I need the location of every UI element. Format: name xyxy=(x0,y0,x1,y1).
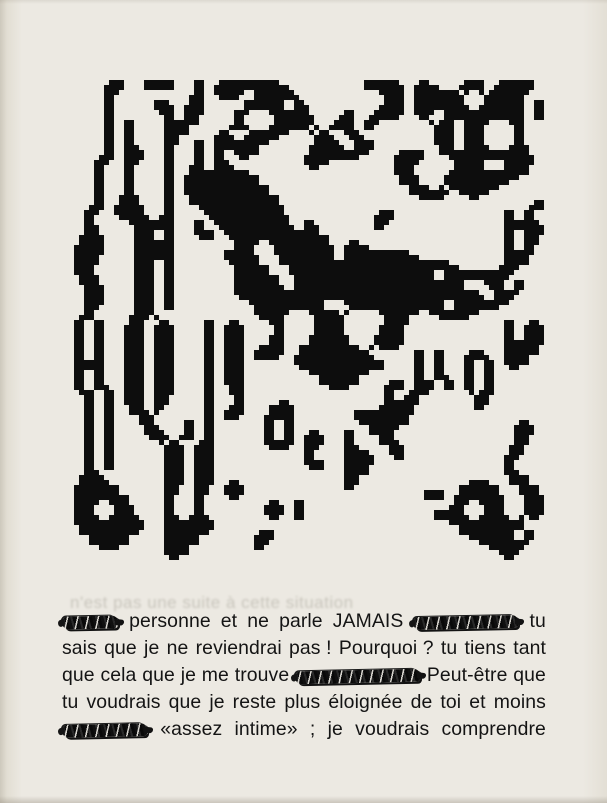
word: plus xyxy=(284,691,321,713)
paragraph-line-1 xyxy=(62,608,546,635)
word: «assez xyxy=(160,718,223,740)
scribble-redaction-mark xyxy=(295,669,421,685)
paragraph-line-2 xyxy=(62,635,546,662)
word: voudrais xyxy=(355,718,430,740)
word: cela xyxy=(100,664,137,686)
paragraph-line-3 xyxy=(62,662,546,689)
word: ; xyxy=(309,718,316,740)
word: trouve xyxy=(234,664,290,686)
word: reviendrai xyxy=(195,637,282,659)
word: parle xyxy=(279,610,323,632)
word: tant xyxy=(513,637,546,659)
scribble-redaction-mark xyxy=(413,615,519,630)
word: ne xyxy=(166,637,189,659)
paragraph-line-5 xyxy=(62,716,546,743)
word: tu xyxy=(62,691,79,713)
show-through-ghost-text: n'est pas une suite à cette situation xyxy=(70,593,354,612)
word: et xyxy=(469,691,486,713)
word: me xyxy=(201,664,229,686)
word: que xyxy=(168,691,202,713)
scribble-redaction-mark xyxy=(62,723,148,738)
word: Peut-être xyxy=(426,664,508,686)
scribble-redaction-mark xyxy=(62,615,119,629)
word: ne xyxy=(247,610,270,632)
word: je xyxy=(180,664,196,686)
word: moins xyxy=(493,691,546,713)
word: je xyxy=(209,691,225,713)
word: je xyxy=(327,718,343,740)
word: tu xyxy=(440,637,458,659)
word: tiens xyxy=(464,637,506,659)
word: que xyxy=(104,637,137,659)
word: tu xyxy=(529,610,546,632)
word: personne xyxy=(129,610,211,632)
word: que xyxy=(513,664,546,686)
word: je xyxy=(144,637,160,659)
word: JAMAIS xyxy=(332,610,404,632)
word: pas ! xyxy=(289,637,332,659)
word: Pourquoi ? xyxy=(338,637,434,659)
word: comprendre xyxy=(441,718,546,740)
word: que xyxy=(62,664,95,686)
word: sais xyxy=(62,637,97,659)
word: intime» xyxy=(234,718,298,740)
word: et xyxy=(220,610,238,632)
word: reste xyxy=(232,691,277,713)
word: voudrais xyxy=(86,691,161,713)
word: que xyxy=(142,664,175,686)
word: de xyxy=(410,691,433,713)
word: toi xyxy=(440,691,462,713)
paragraph xyxy=(62,608,546,743)
word: éloignée xyxy=(328,691,403,713)
halftone-artwork-image xyxy=(64,80,544,560)
paragraph-line-4 xyxy=(62,689,546,716)
